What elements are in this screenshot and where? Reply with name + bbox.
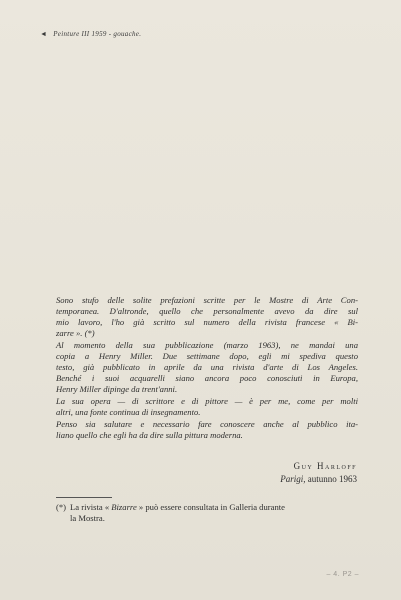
arrow-left-icon: ◄ — [40, 30, 48, 38]
paragraph-2 — [56, 340, 358, 395]
place-date — [280, 473, 357, 486]
paragraph-1 — [56, 295, 358, 339]
text-line: temporanea. D'altronde, quello che personalmente avevo da dire sul — [56, 306, 358, 316]
plate-caption — [40, 30, 141, 38]
text-line: zarre ». (*) — [56, 328, 95, 338]
text-line: Penso sia salutare e necessario fare conoscere anche al pubblico ita- — [56, 419, 358, 429]
text-line: testo, già pubblicato in aprile da una rivista d'arte di Los Angeles. — [56, 362, 358, 372]
text-line: copia a Henry Miller. Due settimane dopo, egli mi spediva questo — [56, 351, 358, 361]
preface-text — [56, 295, 358, 442]
text-line: Al momento della sua pubblicazione (marzo 1963), ne mandai una — [56, 340, 358, 350]
footnote-divider — [56, 497, 112, 498]
author-name: Guy Harloff — [293, 461, 357, 471]
signature-block — [280, 460, 357, 486]
date: autunno 1963 — [307, 474, 357, 484]
text-line: Sono stufo delle solite prefazioni scritte per le Mostre di Arte Con- — [56, 295, 358, 305]
text-line: liano quello che egli ha da dire sulla pittura moderna. — [56, 430, 243, 440]
text-line: Henry Miller dipinge da trent'anni. — [56, 384, 178, 394]
caption-text: Peinture III 1959 - gouache. — [53, 30, 142, 38]
footnote-text-post: » può essere consultata in Galleria durante — [136, 502, 285, 512]
paragraph-4 — [56, 419, 358, 441]
footnote-magazine-title: Bizarre — [111, 502, 137, 512]
pencil-annotation: – 4. P2 – — [326, 571, 359, 578]
footnote — [56, 502, 358, 524]
footnote-marker: (*) — [56, 502, 67, 512]
text-line: mio lavoro, l'ho già scritto sul numero della rivista francese « Bi- — [56, 317, 358, 327]
place: Parigi, — [280, 474, 306, 484]
paragraph-3 — [56, 396, 358, 418]
footnote-line-2: la Mostra. — [70, 513, 105, 523]
text-line: altri, una fonte continua di insegnamento. — [56, 407, 201, 417]
footnote-line-1 — [56, 502, 358, 513]
text-line: La sua opera — di scrittore e di pittore — è per me, come per molti — [56, 396, 358, 406]
text-line: Benché i suoi acquarelli siano ancora poco conosciuti in Europa, — [56, 373, 358, 383]
footnote-text-pre: La rivista « — [70, 502, 112, 512]
